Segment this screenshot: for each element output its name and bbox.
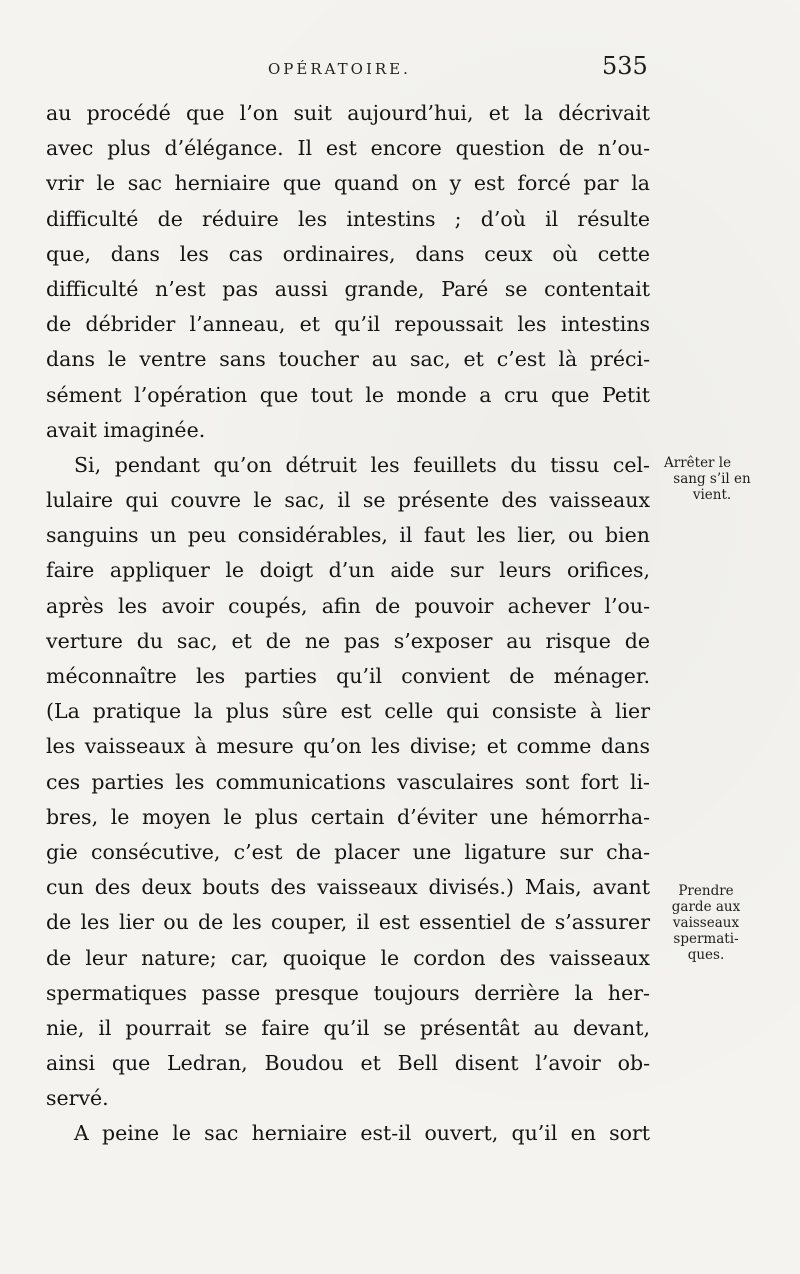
margin-note-line: spermati- [673, 931, 739, 947]
margin-note-line: Prendre [678, 883, 734, 899]
text-line: dans le ventre sans toucher au sac, et c’est là préci- [46, 347, 650, 372]
text-line: servé. [46, 1086, 109, 1111]
text-line: difficulté de réduire les intestins ; d’où il résulte [46, 206, 650, 231]
text-line: sément l’opération que tout le monde a cru que Petit [46, 382, 650, 407]
margin-note-line: Arrêter le [664, 455, 732, 471]
body-text [46, 96, 650, 1152]
text-line: méconnaître les parties qu’il convient de ménager. [46, 664, 650, 688]
text-line: difficulté n’est pas aussi grande, Paré se contentait [46, 276, 650, 301]
margin-note-line: sang s’il en [673, 471, 751, 487]
text-line: spermatiques passe presque toujours derrière la her- [46, 980, 650, 1005]
text-line: ces parties les communications vasculaires sont fort li- [46, 769, 650, 794]
text-line: au procédé que l’on suit aujourd’hui, et la décrivait [46, 101, 650, 125]
text-line: lulaire qui couvre le sac, il se présente des vaisseaux [46, 488, 650, 513]
running-head: OPÉRATOIRE. [268, 60, 411, 78]
margin-note-bleeding [658, 455, 766, 503]
margin-note-line: garde aux [671, 899, 741, 915]
margin-note-line: vient. [692, 487, 732, 503]
text-line: les vaisseaux à mesure qu’on les divise; et comme dans [46, 734, 650, 759]
margin-note-line: vaisseaux [672, 915, 740, 931]
margin-note-vessels [652, 883, 760, 963]
text-line: avait imaginée. [46, 417, 206, 442]
text-line: avec plus d’élégance. Il est encore question de n’ou- [46, 136, 650, 161]
text-line: sanguins un peu considérables, il faut les lier, ou bien [46, 523, 650, 548]
text-line: de les lier ou de les couper, il est essentiel de s’assurer [46, 910, 650, 935]
paragraph-start-line: Si, pendant qu’on détruit les feuillets du tissu cel- [74, 452, 650, 477]
text-line: cun des deux bouts des vaisseaux divisés.) Mais, avant [46, 875, 650, 900]
text-line: après les avoir coupés, afin de pouvoir achever l’ou- [46, 593, 650, 618]
paragraph-start-line: A peine le sac herniaire est-il ouvert, qu’il en sort [74, 1121, 650, 1146]
text-line: faire appliquer le doigt d’un aide sur leurs orifices, [46, 558, 650, 583]
page-number: 535 [602, 52, 648, 80]
text-line: vrir le sac herniaire que quand on y est forcé par la [46, 171, 650, 196]
text-line: verture du sac, et de ne pas s’exposer au risque de [46, 628, 650, 653]
text-line: gie consécutive, c’est de placer une ligature sur cha- [46, 839, 650, 864]
text-line: ainsi que Ledran, Boudou et Bell disent l’avoir ob- [46, 1051, 650, 1076]
text-line: bres, le moyen le plus certain d’éviter une hémorrha- [46, 804, 650, 829]
text-line: de leur nature; car, quoique le cordon des vaisseaux [46, 945, 650, 970]
text-line: que, dans les cas ordinaires, dans ceux où cette [46, 241, 650, 266]
text-line: nie, il pourrait se faire qu’il se présentât au devant, [46, 1015, 650, 1040]
text-line: (La pratique la plus sûre est celle qui consiste à lier [46, 699, 650, 724]
text-line: de débrider l’anneau, et qu’il repoussait les intestins [46, 312, 650, 337]
margin-note-line: ques. [687, 947, 725, 963]
